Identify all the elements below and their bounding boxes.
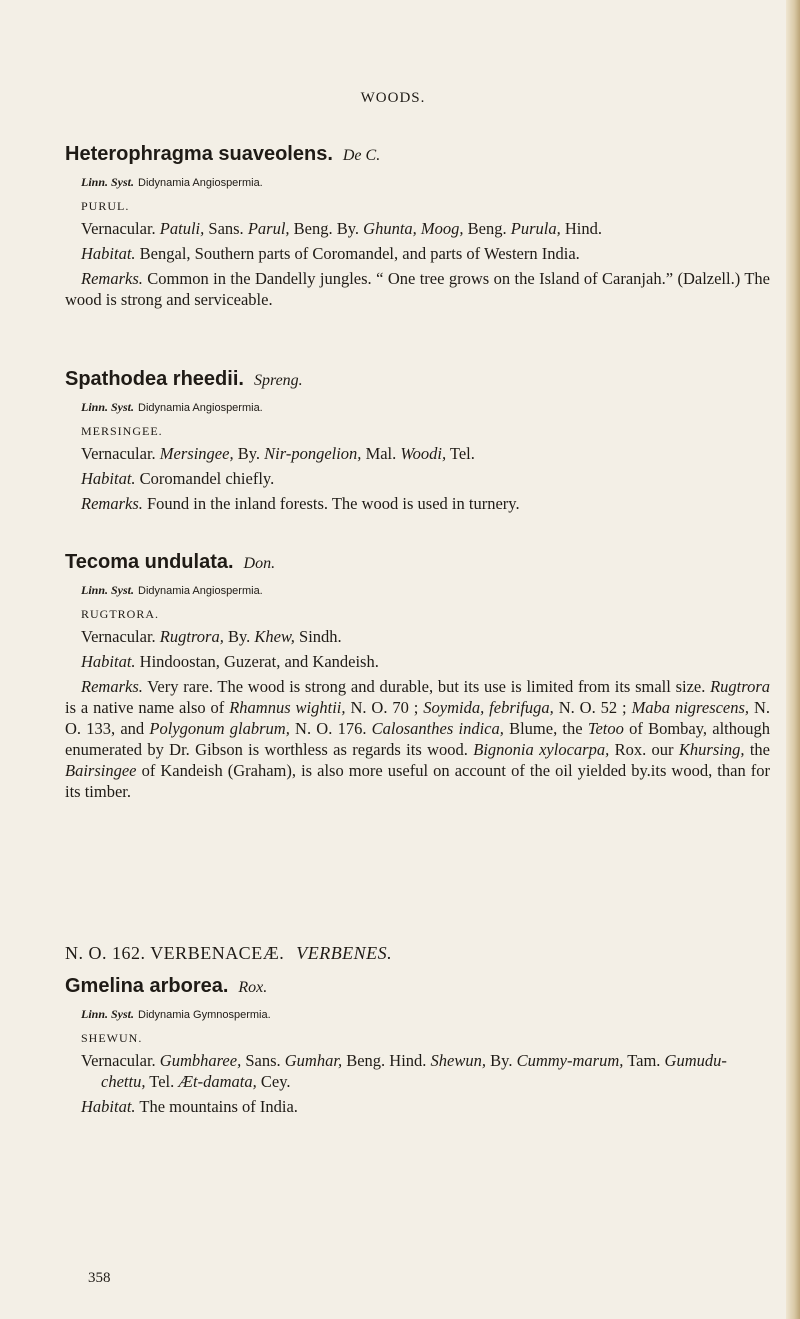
linnaean-class (65, 1007, 770, 1022)
entry-tecoma (65, 551, 770, 802)
page-edge (786, 0, 800, 1319)
vernacular-line: Vernacular. Gumbharee, Sans. Gumhar, Beng. Hind. Shewun, By. Cummy-marum, Tam. Gumudu-chettu, Tel. Æt-damata, Cey. (81, 1051, 727, 1091)
linn-class-text: Didynamia Angiospermia. (138, 402, 263, 414)
linnaean-class (65, 400, 770, 415)
order-alt-name: VERBENES. (296, 943, 393, 963)
entry-gmelina (65, 975, 770, 1117)
remarks-paragraph: Remarks. Found in the inland forests. The wood is used in turnery. (81, 494, 520, 513)
species-heading (65, 975, 770, 998)
species-heading (65, 143, 770, 166)
habitat-line: Habitat. The mountains of India. (81, 1097, 298, 1116)
species-name: Gmelina arborea. (65, 975, 229, 997)
order-number: N. O. 162. (65, 943, 146, 963)
linnaean-class (65, 583, 770, 598)
species-name: Spathodea rheedii. (65, 368, 244, 390)
species-author: De C. (342, 147, 381, 164)
linn-label: Linn. Syst. (81, 1007, 135, 1021)
species-name: Heterophragma suaveolens. (65, 143, 333, 165)
linn-class-text: Didynamia Angiospermia. (138, 177, 263, 189)
species-author: Don. (243, 555, 276, 572)
species-author: Spreng. (253, 372, 303, 389)
entry-heterophragma (65, 143, 770, 310)
page-number: 358 (88, 1270, 111, 1286)
local-name: MERSINGEE. (81, 424, 163, 438)
remarks-paragraph: Remarks. Very rare. The wood is strong and durable, but its use is limited from its small size. Rugtrora is a native name also of Rhamnus wightii, N. O. 70 ; Soymida, febrifuga, N. O. 52 ; Maba nigrescens, N. O. 133, and Polygonum glabrum, N. O. 176. Calosanthes indica, Blume, the Tetoo of Bombay, although enumerated by Dr. Gibson is worthless as regards its wood. Bignonia xylocarpa, Rox. our Khursing, the Bairsingee of Kandeish (Graham), is also more useful on account of the oil yielded by.its wood, than for its timber. (65, 677, 771, 801)
linn-label: Linn. Syst. (81, 175, 135, 189)
local-name: SHEWUN. (81, 1031, 143, 1045)
local-name: RUGTRORA. (81, 607, 160, 621)
linn-label: Linn. Syst. (81, 583, 135, 597)
habitat-line: Habitat. Coromandel chiefly. (81, 469, 275, 488)
remarks-paragraph: Remarks. Common in the Dandelly jungles. “ One tree grows on the Island of Caranjah.” (Dalzell.) The wood is strong and serviceable. (65, 269, 770, 309)
habitat-line: Habitat. Hindoostan, Guzerat, and Kandeish. (81, 652, 379, 671)
linn-class-text: Didynamia Angiospermia. (138, 585, 263, 597)
local-name: PURUL. (81, 199, 130, 213)
running-head: WOODS. (360, 90, 426, 106)
vernacular-line: Vernacular. Mersingee, By. Nir-pongelion, Mal. Woodi, Tel. (81, 444, 475, 463)
linnaean-class (65, 175, 770, 190)
species-name: Tecoma undulata. (65, 551, 234, 573)
vernacular-line: Vernacular. Patuli, Sans. Parul, Beng. By. Ghunta, Moog, Beng. Purula, Hind. (81, 219, 602, 238)
species-heading (65, 551, 770, 574)
vernacular-line: Vernacular. Rugtrora, By. Khew, Sindh. (81, 627, 342, 646)
linn-label: Linn. Syst. (81, 400, 135, 414)
species-heading (65, 368, 770, 391)
linn-class-text: Didynamia Gymnospermia. (138, 1009, 271, 1021)
order-name: VERBENACEÆ. (150, 943, 285, 963)
habitat-line: Habitat. Bengal, Southern parts of Coromandel, and parts of Western India. (81, 244, 580, 263)
entry-spathodea (65, 368, 770, 514)
natural-order-heading (65, 943, 770, 964)
species-author: Rox. (238, 979, 268, 996)
